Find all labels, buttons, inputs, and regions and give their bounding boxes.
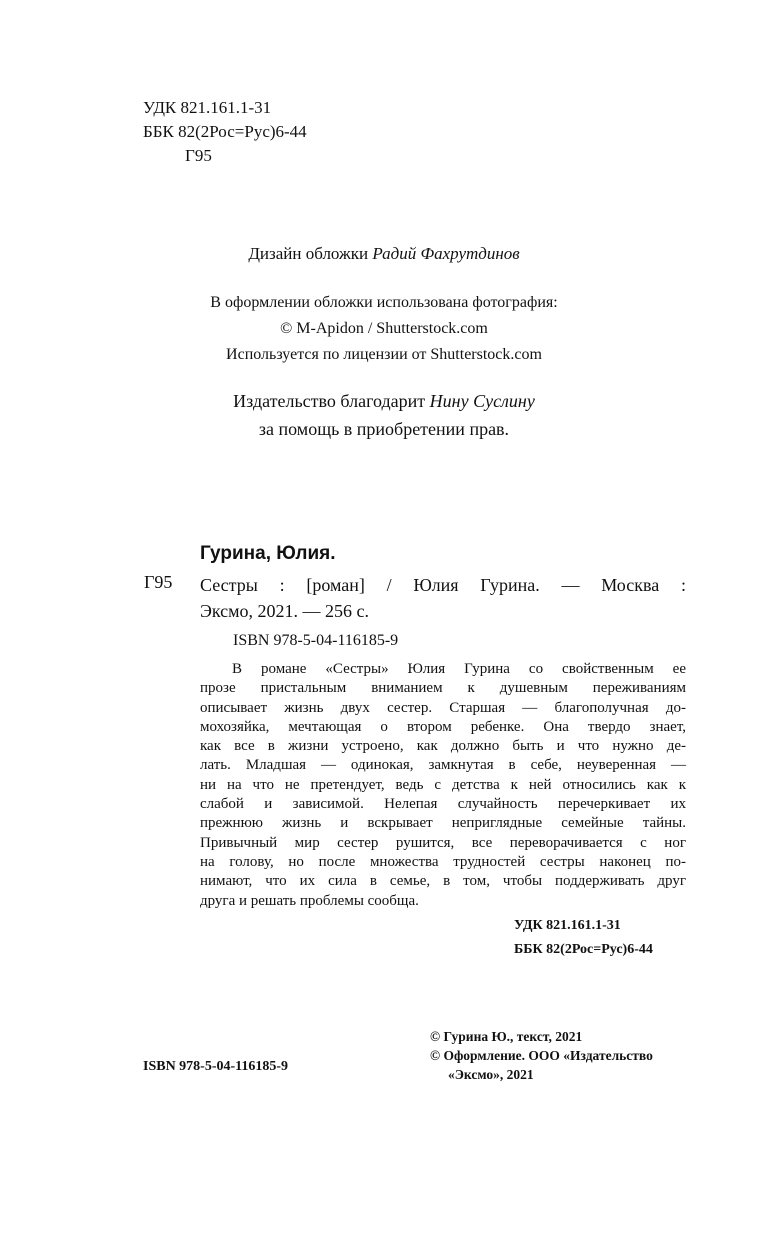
photo-credit (0, 290, 768, 368)
copyright-block (430, 1027, 653, 1084)
annotation-line: мохозяйка, мечтающая о втором ребенке. Она твердо знает, (200, 718, 686, 735)
annotation-line: как все в жизни устроено, как должно быть и что нужно де- (200, 738, 686, 755)
title-line: Сестры : [роман] / Юлия Гурина. — Москва : (200, 575, 686, 595)
bbk-code: ББК 82(2Рос=Рус)6-44 (143, 122, 307, 141)
photo-line: В оформлении обложки использована фотография: (210, 294, 558, 311)
annotation-line: слабой и зависимой. Нелепая случайность перечеркивает их (200, 796, 686, 813)
footer-isbn: ISBN 978-5-04-116185-9 (143, 1059, 289, 1074)
annotation-line: друга и решать проблемы сообща. (200, 892, 419, 909)
annotation-line: В романе «Сестры» Юлия Гурина со свойственным ее (232, 661, 686, 677)
annotation-classification (514, 914, 653, 962)
bbk-code-bottom: ББК 82(2Рос=Рус)6-44 (514, 942, 653, 957)
annotation-line: ни на что не претендует, ведь с детства к ней относились как к (200, 776, 686, 793)
annotation-line: нимают, что их сила в семье, в том, чтобы поддерживать друг (200, 873, 686, 890)
annotation-line: прозе пристальным вниманием к душевным переживаниям (200, 680, 686, 697)
annotation (200, 660, 686, 911)
bibliography-author: Гурина, Юлия. (200, 543, 336, 564)
design-label: Дизайн обложки (248, 244, 369, 263)
copyright-design-cont: «Эксмо», 2021 (448, 1067, 534, 1082)
thanks-name: Нину Суслину (429, 391, 535, 411)
udk-code: УДК 821.161.1-31 (143, 98, 272, 117)
thanks-line-2: за помощь в приобретении прав. (258, 419, 510, 439)
header-classification (143, 96, 307, 168)
bibliography-title (200, 572, 686, 624)
annotation-line: на голову, но после множества трудностей сестры наконец по- (200, 853, 686, 870)
thanks-line (0, 387, 768, 415)
photo-line: Используется по лицензии от Shutterstock.com (226, 346, 542, 363)
annotation-line: описывает жизнь двух сестер. Старшая — благополучная до- (200, 699, 686, 716)
bibliography-code: Г95 (144, 572, 173, 592)
photo-line: © M-Apidon / Shutterstock.com (280, 320, 488, 337)
annotation-line: лать. Младшая — одинокая, замкнутая в себе, неуверенная — (200, 757, 686, 774)
bibliography-isbn: ISBN 978-5-04-116185-9 (233, 632, 399, 649)
annotation-line: прежнюю жизнь и вскрывает неприглядные семейные тайны. (200, 815, 686, 832)
author-mark: Г95 (185, 146, 212, 165)
copyright-text: © Гурина Ю., текст, 2021 (430, 1029, 583, 1044)
udk-code-bottom: УДК 821.161.1-31 (514, 918, 621, 933)
title-line: Эксмо, 2021. — 256 с. (200, 601, 370, 621)
publisher-thanks (0, 387, 768, 443)
annotation-line: Привычный мир сестер рушится, все переворачивается с ног (200, 834, 686, 851)
designer-name: Радий Фахрутдинов (372, 244, 520, 263)
cover-design-credit (0, 244, 768, 264)
copyright-design: © Оформление. ООО «Издательство (430, 1048, 653, 1063)
thanks-prefix: Издательство благодарит (233, 391, 426, 411)
